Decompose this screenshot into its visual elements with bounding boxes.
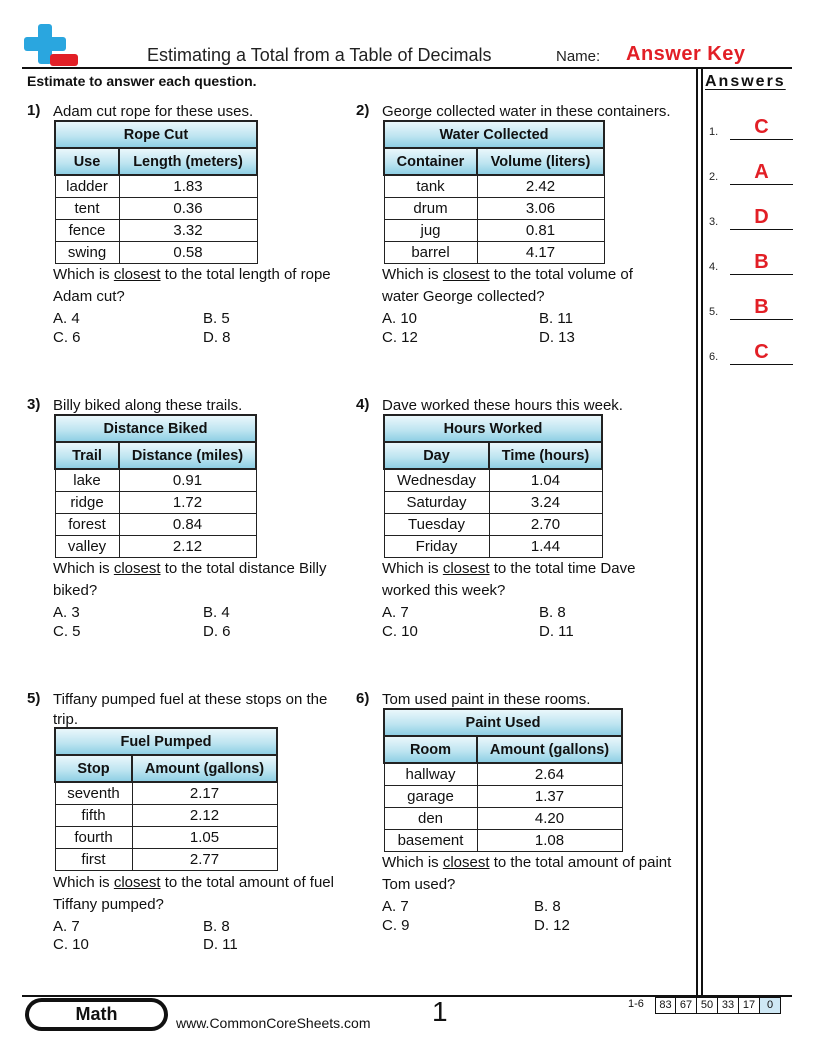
table-cell: 3.06 bbox=[477, 197, 604, 219]
score-cell: 0 bbox=[760, 997, 781, 1014]
problem-prompt: Adam cut rope for these uses. bbox=[53, 103, 254, 120]
table-cell: forest bbox=[55, 513, 119, 535]
table-row bbox=[384, 513, 602, 535]
table-row bbox=[55, 197, 257, 219]
subject-label: Math bbox=[29, 1002, 164, 1027]
question-part: to the total length of rope Adam cut? bbox=[53, 266, 331, 305]
table-header: Time (hours) bbox=[489, 442, 602, 469]
table-row bbox=[55, 804, 277, 826]
answer-value: A bbox=[754, 161, 769, 183]
answer-key-label: Answer Key bbox=[626, 43, 746, 65]
table-row bbox=[384, 219, 604, 241]
choice-c: C. 10 bbox=[53, 936, 89, 953]
problem-prompt: Tiffany pumped fuel at these stops on the trip. bbox=[53, 691, 328, 728]
table-cell: drum bbox=[384, 197, 477, 219]
question-keyword: closest bbox=[113, 560, 161, 577]
table-cell: 4.17 bbox=[477, 241, 604, 263]
table-cell: tank bbox=[384, 175, 477, 197]
problem-number: 3) bbox=[27, 396, 41, 413]
table-row bbox=[384, 785, 622, 807]
table-cell: 1.72 bbox=[119, 491, 256, 513]
table-row bbox=[55, 491, 256, 513]
answer-number: 4. bbox=[709, 261, 719, 273]
table-cell: tent bbox=[55, 197, 119, 219]
answer-value: C bbox=[754, 341, 769, 363]
table-title: Paint Used bbox=[384, 709, 622, 736]
table-row bbox=[55, 241, 257, 263]
answer-number: 5. bbox=[709, 306, 719, 318]
question-part: to the total time Dave worked this week? bbox=[382, 560, 636, 599]
choice-b: B. 8 bbox=[534, 898, 561, 915]
data-table bbox=[54, 727, 278, 871]
table-cell: ridge bbox=[55, 491, 119, 513]
table-title: Fuel Pumped bbox=[55, 728, 277, 755]
table-header: Container bbox=[384, 148, 477, 175]
table-row bbox=[384, 197, 604, 219]
worksheet-title: Estimating a Total from a Table of Decimals bbox=[147, 45, 492, 65]
question-text bbox=[53, 872, 343, 916]
answer-row bbox=[709, 341, 793, 365]
table-row bbox=[55, 535, 256, 557]
data-table bbox=[54, 120, 258, 264]
question-keyword: closest bbox=[442, 854, 490, 871]
choice-a: A. 7 bbox=[53, 918, 80, 935]
table-title: Hours Worked bbox=[384, 415, 602, 442]
table-row bbox=[55, 175, 257, 197]
subject-badge bbox=[25, 998, 168, 1031]
table-row bbox=[384, 241, 604, 263]
question-part: Which is bbox=[382, 560, 443, 577]
answer-value: C bbox=[754, 116, 769, 138]
answer-row bbox=[709, 251, 793, 275]
table-header: Volume (liters) bbox=[477, 148, 604, 175]
table-cell: 0.81 bbox=[477, 219, 604, 241]
table-cell: fifth bbox=[55, 804, 132, 826]
table-cell: Friday bbox=[384, 535, 489, 557]
choice-a: A. 7 bbox=[382, 898, 409, 915]
table-cell: Saturday bbox=[384, 491, 489, 513]
choice-b: B. 4 bbox=[203, 604, 230, 621]
table-cell: 0.91 bbox=[119, 469, 256, 491]
choice-a: A. 7 bbox=[382, 604, 409, 621]
choice-d: D. 12 bbox=[534, 917, 570, 934]
table-title: Distance Biked bbox=[55, 415, 256, 442]
table-cell: 1.83 bbox=[119, 175, 257, 197]
table-cell: barrel bbox=[384, 241, 477, 263]
table-cell: 1.05 bbox=[132, 826, 277, 848]
instructions: Estimate to answer each question. bbox=[27, 73, 257, 89]
question-text bbox=[53, 264, 353, 308]
question-keyword: closest bbox=[442, 560, 490, 577]
table-cell: ladder bbox=[55, 175, 119, 197]
data-table bbox=[54, 414, 257, 558]
score-range-label: 1-6 bbox=[628, 998, 644, 1010]
problem-number: 5) bbox=[27, 690, 41, 707]
choice-d: D. 11 bbox=[539, 623, 574, 640]
answer-value: B bbox=[754, 296, 769, 318]
table-row bbox=[384, 469, 602, 491]
commoncoresheets-logo-icon bbox=[24, 24, 80, 70]
data-table bbox=[383, 414, 603, 558]
table-row bbox=[55, 848, 277, 870]
choice-c: C. 6 bbox=[53, 329, 81, 346]
choice-c: C. 10 bbox=[382, 623, 418, 640]
table-cell: den bbox=[384, 807, 477, 829]
table-cell: 0.36 bbox=[119, 197, 257, 219]
table-cell: 2.12 bbox=[119, 535, 256, 557]
table-cell: Tuesday bbox=[384, 513, 489, 535]
answer-value: B bbox=[754, 251, 769, 273]
table-cell: 0.84 bbox=[119, 513, 256, 535]
table-cell: 2.12 bbox=[132, 804, 277, 826]
problem-prompt: Tom used paint in these rooms. bbox=[382, 691, 591, 708]
table-row bbox=[55, 782, 277, 804]
table-header: Length (meters) bbox=[119, 148, 257, 175]
table-row bbox=[384, 535, 602, 557]
table-title: Rope Cut bbox=[55, 121, 257, 148]
score-cell: 67 bbox=[676, 997, 697, 1014]
table-cell: 1.37 bbox=[477, 785, 622, 807]
question-part: Which is bbox=[382, 854, 443, 871]
problem-number: 2) bbox=[356, 102, 370, 119]
table-cell: garage bbox=[384, 785, 477, 807]
choice-b: B. 8 bbox=[539, 604, 566, 621]
answer-row bbox=[709, 161, 793, 185]
choice-c: C. 12 bbox=[382, 329, 418, 346]
table-row bbox=[384, 763, 622, 785]
problem-prompt: Dave worked these hours this week. bbox=[382, 397, 623, 414]
table-title: Water Collected bbox=[384, 121, 604, 148]
site-url: www.CommonCoreSheets.com bbox=[176, 1015, 371, 1031]
question-part: Which is bbox=[53, 266, 114, 283]
choice-c: C. 9 bbox=[382, 917, 410, 934]
choice-d: D. 6 bbox=[203, 623, 231, 640]
table-cell: 2.42 bbox=[477, 175, 604, 197]
answer-line bbox=[730, 184, 793, 185]
answer-row bbox=[709, 116, 793, 140]
choice-d: D. 11 bbox=[203, 936, 238, 953]
name-label: Name: bbox=[556, 48, 601, 65]
choice-b: B. 8 bbox=[203, 918, 230, 935]
table-row bbox=[55, 219, 257, 241]
question-keyword: closest bbox=[442, 266, 490, 283]
choice-d: D. 8 bbox=[203, 329, 231, 346]
answer-number: 6. bbox=[709, 351, 719, 363]
table-cell: 2.77 bbox=[132, 848, 277, 870]
table-cell: 1.08 bbox=[477, 829, 622, 851]
header-divider bbox=[22, 67, 792, 69]
question-part: to the total volume of water George collected? bbox=[382, 266, 633, 305]
choice-a: A. 3 bbox=[53, 604, 80, 621]
question-text bbox=[382, 264, 672, 308]
answer-line bbox=[730, 274, 793, 275]
answers-heading: Answers bbox=[705, 73, 786, 90]
answer-row bbox=[709, 206, 793, 230]
question-part: Which is bbox=[53, 560, 114, 577]
table-cell: 4.20 bbox=[477, 807, 622, 829]
choice-c: C. 5 bbox=[53, 623, 81, 640]
page-number: 1 bbox=[432, 996, 448, 1027]
question-text bbox=[382, 852, 698, 896]
table-header: Distance (miles) bbox=[119, 442, 256, 469]
table-cell: 1.44 bbox=[489, 535, 602, 557]
answer-row bbox=[709, 296, 793, 320]
choice-d: D. 13 bbox=[539, 329, 575, 346]
table-cell: 2.70 bbox=[489, 513, 602, 535]
table-row bbox=[55, 469, 256, 491]
answer-value: D bbox=[754, 206, 769, 228]
question-part: Which is bbox=[382, 266, 443, 283]
table-cell: seventh bbox=[55, 782, 132, 804]
question-keyword: closest bbox=[113, 874, 161, 891]
table-cell: 2.17 bbox=[132, 782, 277, 804]
table-cell: basement bbox=[384, 829, 477, 851]
table-cell: jug bbox=[384, 219, 477, 241]
data-table bbox=[383, 708, 623, 852]
answers-column-divider bbox=[701, 67, 703, 995]
answer-line bbox=[730, 364, 793, 365]
answer-line bbox=[730, 139, 793, 140]
question-keyword: closest bbox=[113, 266, 161, 283]
table-cell: fourth bbox=[55, 826, 132, 848]
question-part: Which is bbox=[53, 874, 114, 891]
table-row bbox=[384, 829, 622, 851]
question-text bbox=[53, 558, 353, 602]
table-row bbox=[55, 513, 256, 535]
problem-number: 4) bbox=[356, 396, 370, 413]
choice-a: A. 4 bbox=[53, 310, 80, 327]
question-text bbox=[382, 558, 672, 602]
table-cell: 2.64 bbox=[477, 763, 622, 785]
table-row bbox=[384, 491, 602, 513]
score-cell: 50 bbox=[697, 997, 718, 1014]
table-header: Day bbox=[384, 442, 489, 469]
table-row bbox=[384, 175, 604, 197]
score-cell: 17 bbox=[739, 997, 760, 1014]
answer-number: 3. bbox=[709, 216, 719, 228]
table-cell: 3.24 bbox=[489, 491, 602, 513]
table-cell: first bbox=[55, 848, 132, 870]
table-cell: lake bbox=[55, 469, 119, 491]
answer-line bbox=[730, 229, 793, 230]
table-cell: 3.32 bbox=[119, 219, 257, 241]
score-cell: 33 bbox=[718, 997, 739, 1014]
choice-b: B. 5 bbox=[203, 310, 230, 327]
score-cell: 83 bbox=[655, 997, 676, 1014]
table-header: Amount (gallons) bbox=[477, 736, 622, 763]
problem-number: 6) bbox=[356, 690, 370, 707]
problem-prompt: George collected water in these containers. bbox=[382, 103, 671, 120]
table-cell: hallway bbox=[384, 763, 477, 785]
score-table bbox=[655, 997, 781, 1014]
choice-a: A. 10 bbox=[382, 310, 418, 327]
answer-number: 1. bbox=[709, 126, 719, 138]
table-cell: swing bbox=[55, 241, 119, 263]
problem-prompt: Billy biked along these trails. bbox=[53, 397, 243, 414]
table-header: Amount (gallons) bbox=[132, 755, 277, 782]
problem-number: 1) bbox=[27, 102, 41, 119]
table-header: Trail bbox=[55, 442, 119, 469]
table-header: Use bbox=[55, 148, 119, 175]
table-row bbox=[384, 807, 622, 829]
table-row bbox=[55, 826, 277, 848]
table-cell: 1.04 bbox=[489, 469, 602, 491]
table-cell: valley bbox=[55, 535, 119, 557]
table-cell: fence bbox=[55, 219, 119, 241]
table-cell: 0.58 bbox=[119, 241, 257, 263]
question-part: to the total amount of fuel Tiffany pumped? bbox=[53, 874, 334, 913]
table-header: Stop bbox=[55, 755, 132, 782]
table-header: Room bbox=[384, 736, 477, 763]
choice-b: B. 11 bbox=[539, 310, 573, 327]
question-part: to the total distance Billy biked? bbox=[53, 560, 327, 599]
answer-number: 2. bbox=[709, 171, 719, 183]
answer-line bbox=[730, 319, 793, 320]
table-cell: Wednesday bbox=[384, 469, 489, 491]
data-table bbox=[383, 120, 605, 264]
question-part: to the total amount of paint Tom used? bbox=[382, 854, 672, 893]
